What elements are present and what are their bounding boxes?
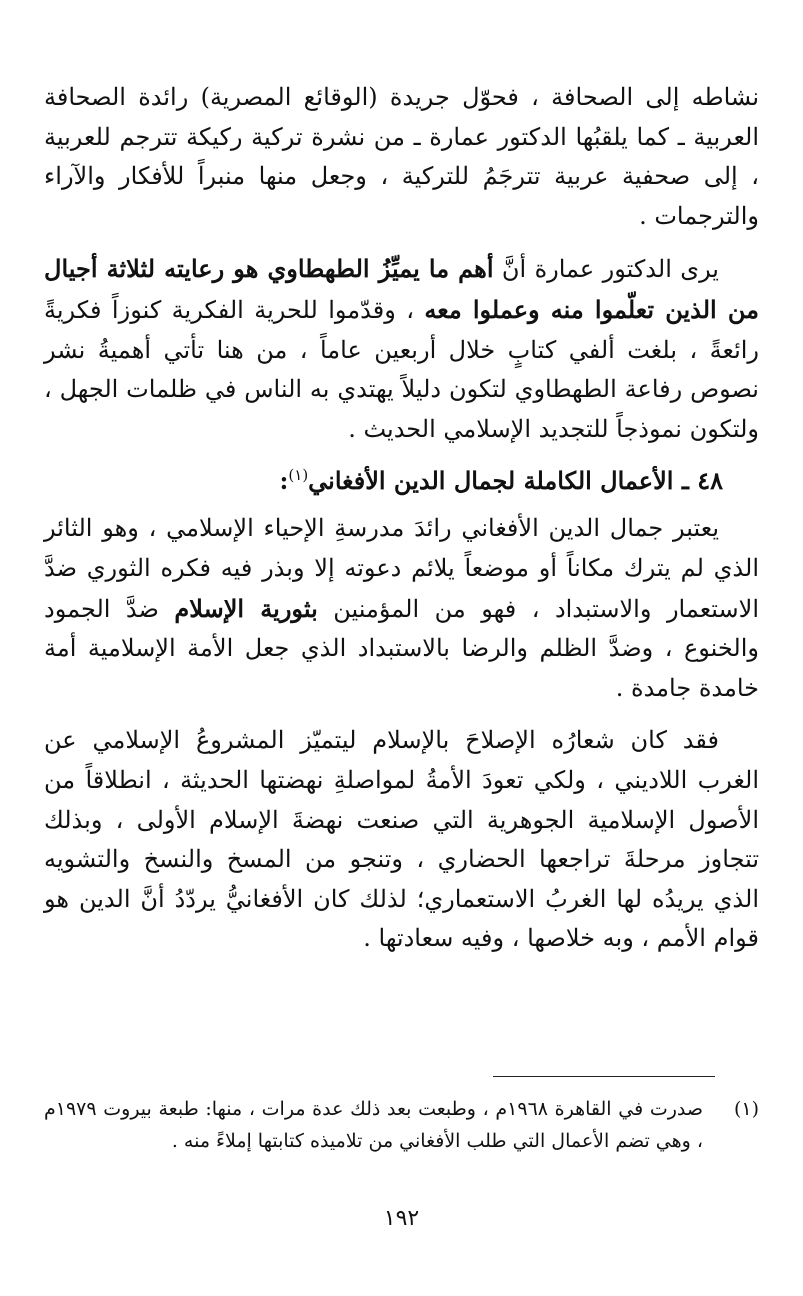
paragraph-2-text-a: يرى الدكتور عمارة أنَّ — [493, 255, 719, 284]
page-body — [44, 78, 759, 959]
footnote-divider — [493, 1076, 715, 1077]
paragraph-2 — [44, 249, 759, 449]
paragraph-3-text-b: ضدَّ الجمود والخنوع ، وضدَّ الظلم والرضا بالاستبداد الذي جعل الأمة الإسلامية أمة خامدة جامدة . — [44, 594, 759, 702]
paragraph-3-text-a: يعتبر جمال الدين الأفغاني رائدَ مدرسةِ الإحياء الإسلامي ، وهو الثائر الذي لم يترك مكاناً أو موضعاً يلائم دعوته إلا وبذر فيه فكره الثوري ضدَّ الاستعمار والاستبداد ، فهو من المؤمنين — [44, 514, 760, 623]
paragraph-1: نشاطه إلى الصحافة ، فحوّل جريدة (الوقائع المصرية) رائدة الصحافة العربية ـ كما يلقبُها الدكتور عمارة ـ من نشرة تركية ركيكة تترجم للعربية ، إلى صحفية عربية تترجَمُ للتركية ، وجعل منها منبراً للأفكار والآراء والترجمات . — [44, 83, 759, 230]
paragraph-3 — [44, 509, 759, 708]
footnote — [44, 1093, 759, 1157]
section-heading — [44, 461, 759, 501]
footnote-text: صدرت في القاهرة ١٩٦٨م ، وطبعت بعد ذلك عدة مرات ، منها: طبعة بيروت ١٩٧٩م ، وهي تضم الأعمال التي طلب الأفغاني من تلاميذه كتابتها إملاءً منه . — [44, 1098, 703, 1152]
paragraph-4: فقد كان شعارُه الإصلاحَ بالإسلام ليتميّز المشروعُ الإسلامي عن الغرب اللاديني ، ولكي تعودَ الأمةُ لمواصلةِ نهضتها الحديثة ، انطلاقاً من الأصول الإسلامية الجوهرية التي صنعت نهضةَ الإسلام الأولى ، وبذلك تتجاوز مرحلةَ تراجعها الحضاري ، وتنجو من المسخ والنسخ والتشويه الذي يريدُه لها الغربُ الاستعماري؛ لذلك كان الأفغانيُّ يردّدُ أنَّ الدين هو قوام الأمم ، وبه خلاصها ، وفيه سعادتها . — [44, 726, 759, 953]
paragraph-2-text-b: ، وقدّموا للحرية الفكرية كنوزاً فكريةً رائعةً ، بلغت ألفي كتابٍ خلال أربعين عاماً ، من هنا تأتي أهميةُ نشر نصوص رفاعة الطهطاوي لتكون دليلاً يهتدي به الناس في ظلمات الجهل ، ولتكون نموذجاً للتجديد الإسلامي الحديث . — [44, 295, 759, 443]
footnote-marker: (١) — [733, 1098, 759, 1120]
footnote-reference[interactable]: (١) — [288, 466, 309, 485]
page-number: ١٩٢ — [383, 1206, 420, 1231]
paragraph-2-bold: أهم ما يميِّزُ الطهطاوي هو رعايته لثلاثة أجيال من الذين تعلّموا منه وعملوا معه — [44, 254, 759, 324]
section-heading-text: ٤٨ ـ الأعمال الكاملة لجمال الدين الأفغاني — [308, 466, 723, 496]
paragraph-3-bold: بثورية الإسلام — [174, 593, 318, 623]
section-heading-colon: : — [279, 466, 289, 496]
